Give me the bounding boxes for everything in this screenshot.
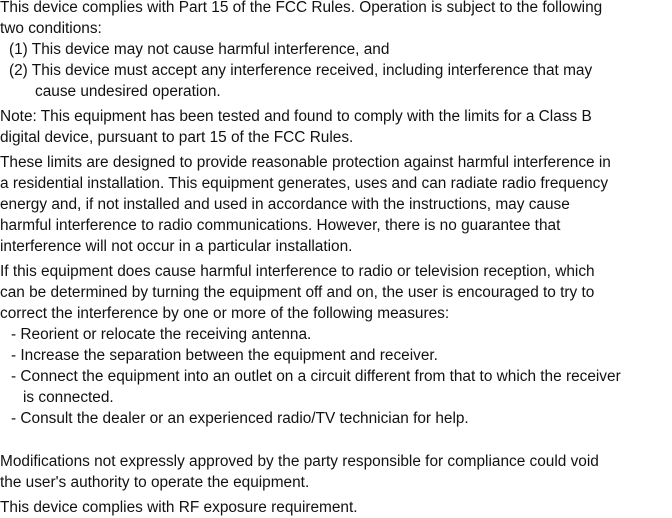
text-line: This device complies with Part 15 of the FCC Rules. Operation is subject to the following	[0, 0, 603, 16]
text-line: (2) This device must accept any interference received, including interference that may	[9, 62, 593, 79]
text-line: - Increase the separation between the equipment and receiver.	[11, 347, 438, 364]
text-line: - Consult the dealer or an experienced radio/TV technician for help.	[11, 410, 469, 427]
text-line: Note: This equipment has been tested and found to comply with the limits for a Class B	[0, 108, 592, 125]
measure-item	[0, 408, 672, 429]
text-line: the user's authority to operate the equipment.	[0, 474, 310, 491]
measures-list	[0, 324, 672, 429]
text-line: If this equipment does cause harmful interference to radio or television reception, which	[0, 263, 595, 280]
conditions-list	[0, 39, 672, 102]
measure-item	[0, 324, 672, 345]
condition-item	[0, 60, 672, 102]
text-line: - Reorient or relocate the receiving antenna.	[11, 326, 312, 343]
text-line: - Connect the equipment into an outlet on a circuit different from that to which the receiver	[11, 368, 621, 385]
text-line: This device complies with RF exposure requirement.	[0, 499, 358, 516]
condition-item	[0, 39, 672, 60]
text-line: These limits are designed to provide reasonable protection against harmful interference in	[0, 154, 611, 171]
text-line: can be determined by turning the equipment off and on, the user is encouraged to try to	[0, 284, 595, 301]
intro-paragraph	[0, 0, 672, 39]
text-line: energy and, if not installed and used in accordance with the instructions, may cause	[0, 196, 570, 213]
measure-item	[0, 345, 672, 366]
modifications-paragraph	[0, 451, 672, 493]
text-line: Modifications not expressly approved by the party responsible for compliance could void	[0, 453, 599, 470]
measures-intro-paragraph	[0, 261, 672, 324]
measure-item	[0, 366, 672, 408]
rf-exposure-paragraph	[0, 497, 672, 518]
text-line: two conditions:	[0, 20, 102, 37]
note-paragraph	[0, 106, 672, 148]
limits-paragraph	[0, 152, 672, 257]
text-line: digital device, pursuant to part 15 of the FCC Rules.	[0, 129, 354, 146]
text-line: harmful interference to radio communications. However, there is no guarantee that	[0, 217, 561, 234]
text-line: cause undesired operation.	[35, 83, 221, 100]
text-line: interference will not occur in a particular installation.	[0, 238, 353, 255]
text-line: is connected.	[23, 389, 114, 406]
text-line: (1) This device may not cause harmful interference, and	[9, 41, 390, 58]
text-line: correct the interference by one or more of the following measures:	[0, 305, 450, 322]
text-line: a residential installation. This equipment generates, uses and can radiate radio frequency	[0, 175, 609, 192]
